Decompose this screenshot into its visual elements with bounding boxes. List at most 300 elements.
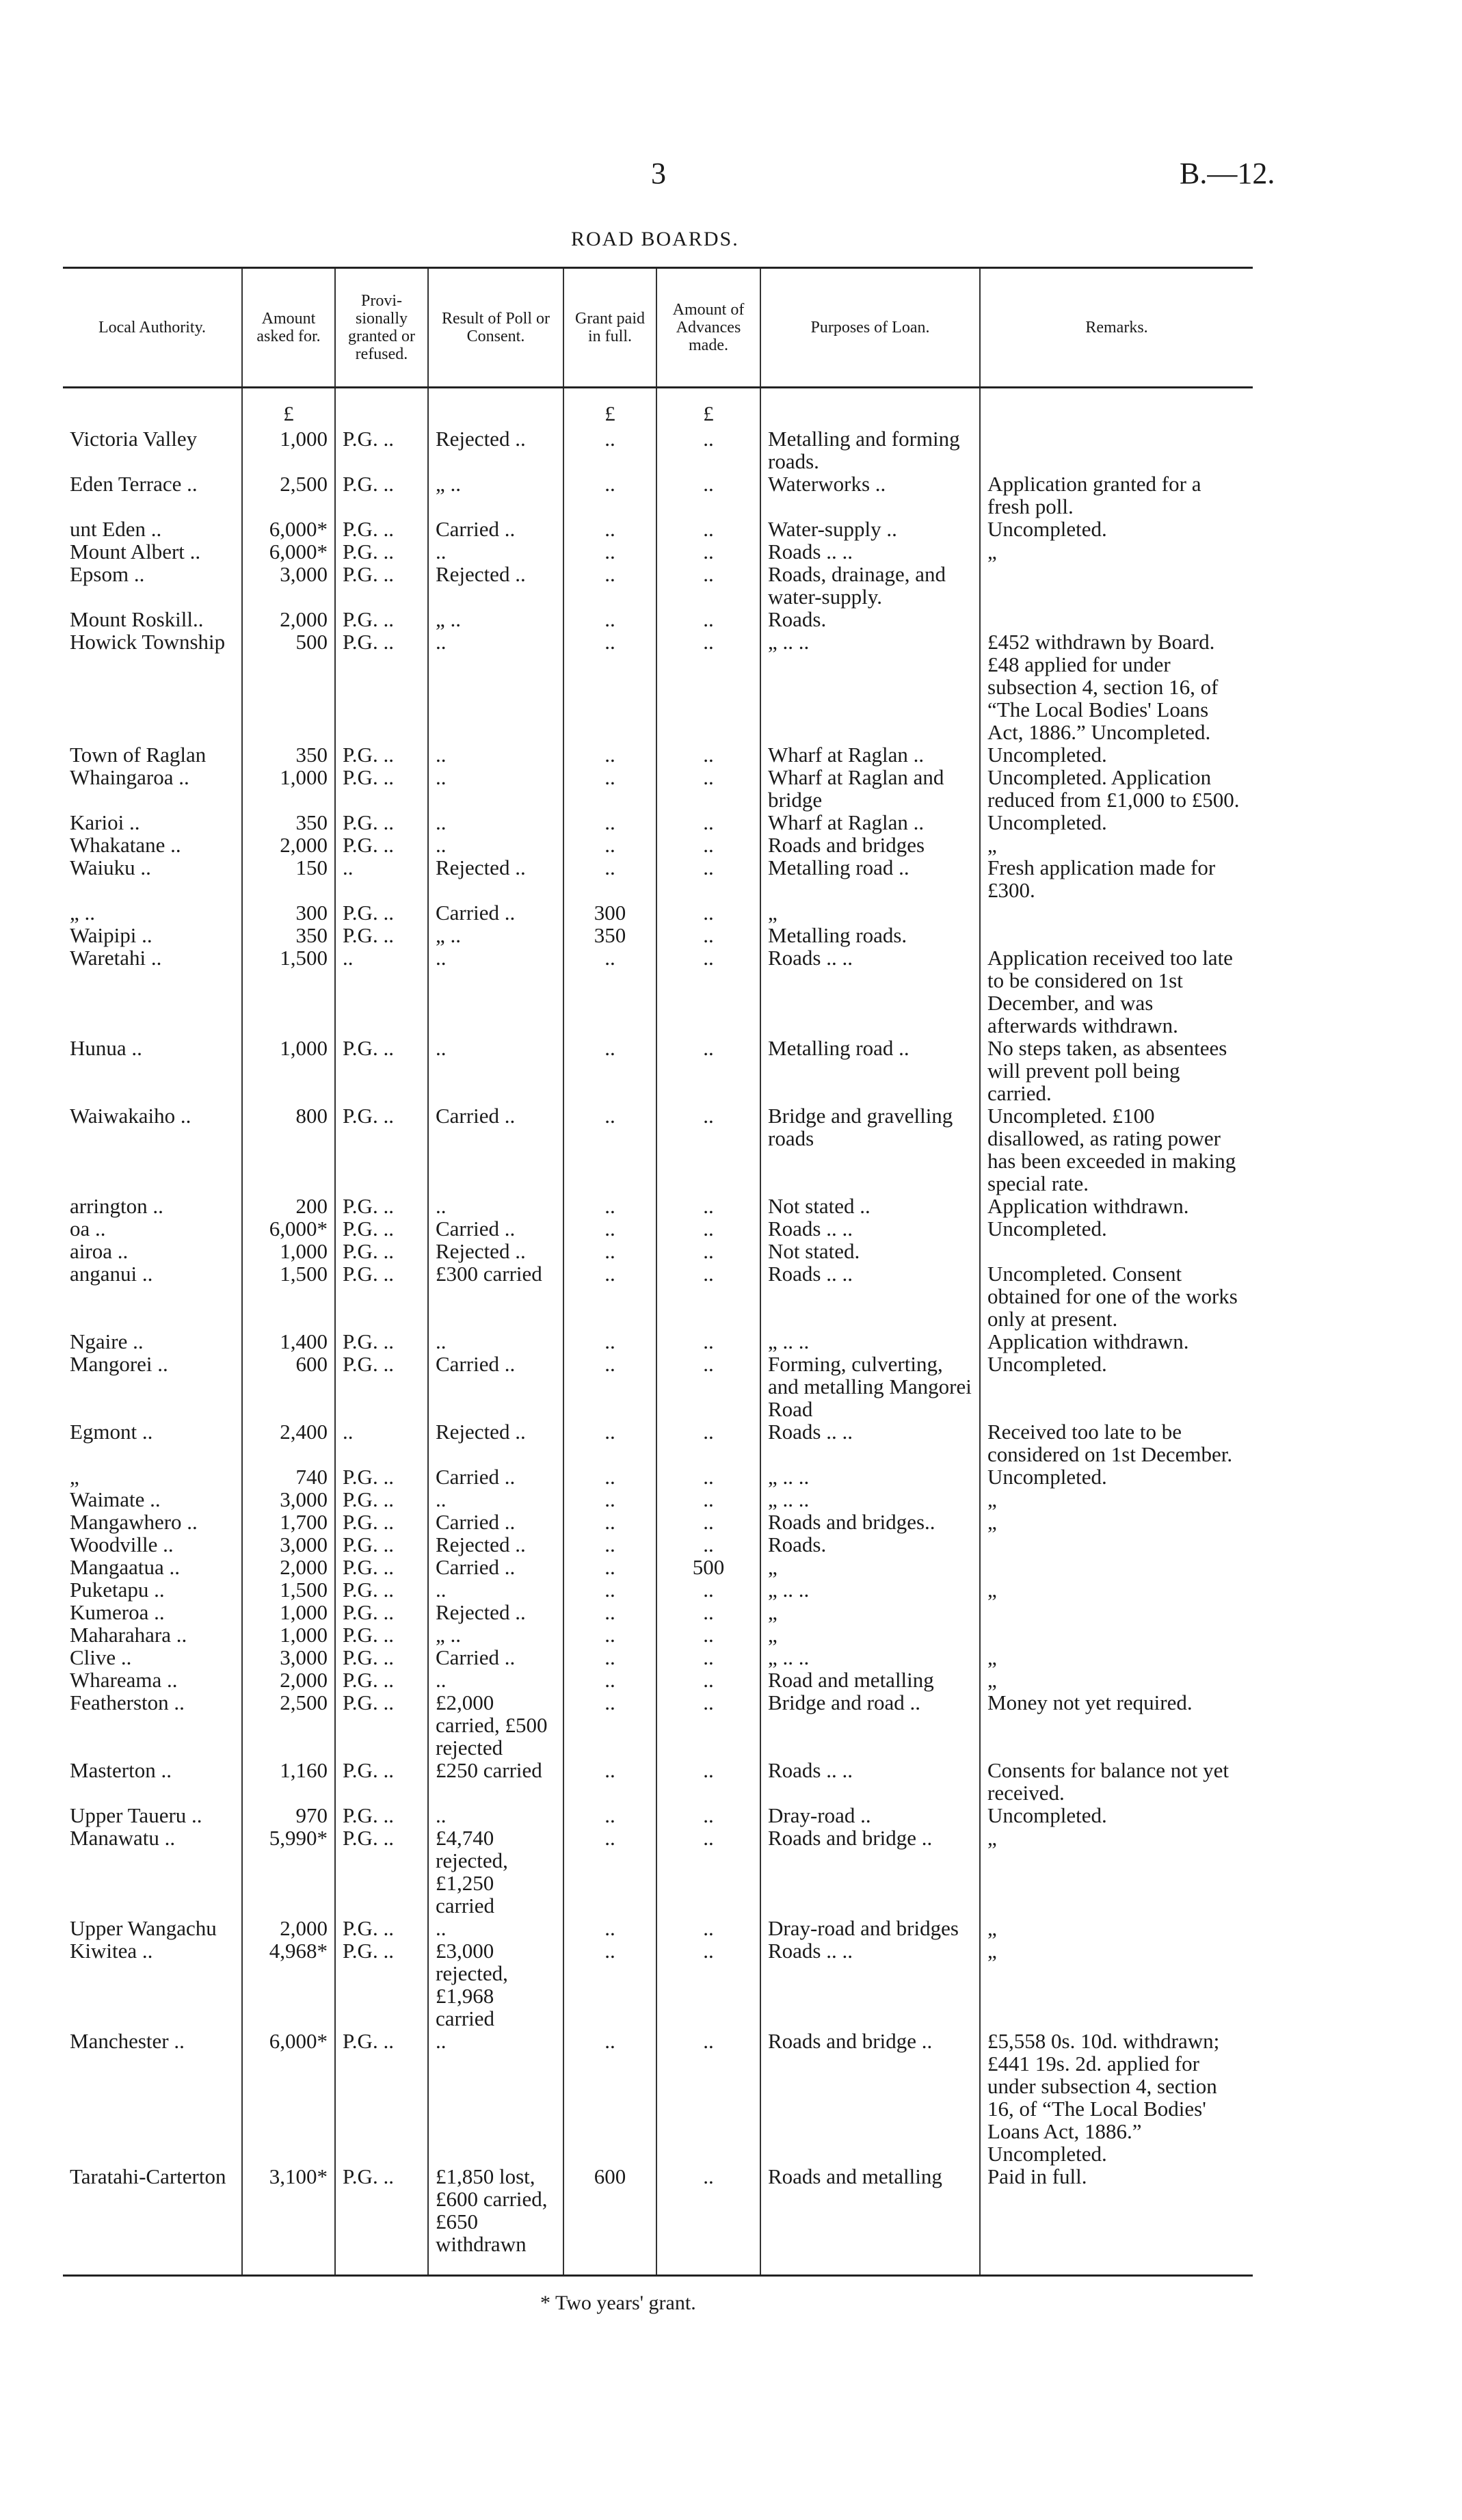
poll-result-cell: .. — [428, 946, 563, 1037]
provisional-cell: P.G. .. — [335, 1827, 428, 1917]
provisional-cell: P.G. .. — [335, 1939, 428, 2030]
provisional-cell: P.G. .. — [335, 1578, 428, 1601]
column-header: Local Authority. — [63, 269, 242, 388]
advances-cell: .. — [656, 1917, 760, 1939]
advances-cell: .. — [656, 1488, 760, 1511]
poll-result-cell: Rejected .. — [428, 1601, 563, 1623]
provisional-cell: .. — [335, 856, 428, 901]
remarks-cell — [980, 563, 1253, 608]
amount-asked-cell: 200 — [242, 1195, 335, 1217]
poll-result-cell: Carried .. — [428, 1646, 563, 1669]
advances-cell: .. — [656, 1646, 760, 1669]
remarks-cell: Uncompleted. — [980, 1353, 1253, 1420]
grant-paid-cell: .. — [563, 1601, 656, 1623]
local-authority-cell: Maharahara .. — [70, 1623, 187, 1647]
column-header: Grant paid in full. — [563, 269, 656, 388]
local-authority-cell: Manawatu .. — [70, 1826, 176, 1850]
local-authority-cell: Clive .. — [70, 1645, 132, 1669]
remarks-cell — [980, 1601, 1253, 1623]
grant-paid-cell: .. — [563, 1556, 656, 1578]
advances-cell: .. — [656, 1623, 760, 1646]
local-authority-cell: Karioi .. — [70, 810, 140, 834]
amount-asked-cell: 350 — [242, 924, 335, 946]
amount-asked-cell: 5,990* — [242, 1827, 335, 1917]
poll-result-cell: „ .. — [428, 924, 563, 946]
local-authority-cell: Waimate .. — [70, 1487, 161, 1511]
table-row — [63, 1827, 1253, 1917]
poll-result-cell: Carried .. — [428, 901, 563, 924]
advances-cell: .. — [656, 1465, 760, 1488]
remarks-cell: Paid in full. — [980, 2165, 1253, 2276]
remarks-cell: Money not yet required. — [980, 1691, 1253, 1759]
advances-cell: .. — [656, 1353, 760, 1420]
grant-paid-cell: .. — [563, 427, 656, 473]
section-title: ROAD BOARDS. — [571, 228, 739, 250]
grant-paid-cell: .. — [563, 1240, 656, 1262]
remarks-cell: £452 withdrawn by Board. £48 applied for under subsection 4, section 16, of “The Local Bodies' Loans Act, 1886.” Uncompleted. — [980, 631, 1253, 743]
advances-cell: .. — [656, 427, 760, 473]
remarks-cell: Uncompleted. — [980, 743, 1253, 766]
grant-paid-cell: .. — [563, 1691, 656, 1759]
provisional-cell: P.G. .. — [335, 1240, 428, 1262]
remarks-cell: „ — [980, 1669, 1253, 1691]
remarks-cell: „ — [980, 1917, 1253, 1939]
purpose-cell: Dray-road .. — [760, 1804, 980, 1827]
table-row — [63, 1804, 1253, 1827]
amount-asked-cell: 500 — [242, 631, 335, 743]
poll-result-cell: .. — [428, 1669, 563, 1691]
table-row — [63, 563, 1253, 608]
poll-result-cell: £1,850 lost, £600 carried, £650 withdrawn — [428, 2165, 563, 2276]
grant-paid-cell: .. — [563, 834, 656, 856]
table-header-row — [63, 269, 1253, 388]
remarks-cell: No steps taken, as absentees will prevent poll being carried. — [980, 1037, 1253, 1104]
table-row — [63, 1578, 1253, 1601]
amount-asked-cell: 3,100* — [242, 2165, 335, 2276]
purpose-cell: Roads and metalling — [760, 2165, 980, 2276]
remarks-cell: Uncompleted. Consent obtained for one of the works only at present. — [980, 1262, 1253, 1330]
advances-cell: .. — [656, 1804, 760, 1827]
provisional-cell: P.G. .. — [335, 1195, 428, 1217]
remarks-cell — [980, 608, 1253, 631]
poll-result-cell: Carried .. — [428, 1353, 563, 1420]
amount-asked-cell: 2,000 — [242, 1556, 335, 1578]
purpose-cell: Roads .. .. — [760, 540, 980, 563]
unit-cell — [63, 388, 242, 428]
local-authority-cell: Masterton .. — [70, 1758, 172, 1782]
remarks-cell — [980, 924, 1253, 946]
provisional-cell: P.G. .. — [335, 2165, 428, 2276]
provisional-cell: P.G. .. — [335, 1330, 428, 1353]
table-row — [63, 1759, 1253, 1804]
provisional-cell: P.G. .. — [335, 766, 428, 811]
column-header: Amount of Advances made. — [656, 269, 760, 388]
amount-asked-cell: 800 — [242, 1104, 335, 1195]
purpose-cell: „ .. .. — [760, 631, 980, 743]
purpose-cell: Roads .. .. — [760, 946, 980, 1037]
provisional-cell: P.G. .. — [335, 1217, 428, 1240]
advances-cell: .. — [656, 1827, 760, 1917]
grant-paid-cell: .. — [563, 2030, 656, 2165]
amount-asked-cell: 4,968* — [242, 1939, 335, 2030]
provisional-cell: P.G. .. — [335, 1646, 428, 1669]
advances-cell: .. — [656, 901, 760, 924]
purpose-cell: Roads .. .. — [760, 1939, 980, 2030]
poll-result-cell: Carried .. — [428, 1104, 563, 1195]
purpose-cell: Roads .. .. — [760, 1420, 980, 1465]
remarks-cell: Uncompleted. — [980, 1465, 1253, 1488]
purpose-cell: Waterworks .. — [760, 473, 980, 518]
advances-cell: .. — [656, 1759, 760, 1804]
column-header: Amount asked for. — [242, 269, 335, 388]
remarks-cell — [980, 1623, 1253, 1646]
poll-result-cell: .. — [428, 1330, 563, 1353]
poll-result-cell: .. — [428, 631, 563, 743]
poll-result-cell: £250 carried — [428, 1759, 563, 1804]
poll-result-cell: „ .. — [428, 608, 563, 631]
advances-cell: .. — [656, 1104, 760, 1195]
local-authority-cell: Victoria Valley — [70, 427, 198, 451]
purpose-cell: Dray-road and bridges — [760, 1917, 980, 1939]
local-authority-cell: oa .. — [70, 1217, 106, 1241]
amount-asked-cell: 3,000 — [242, 1533, 335, 1556]
remarks-cell: Application received too late to be considered on 1st December, and was afterwards withdrawn. — [980, 946, 1253, 1037]
grant-paid-cell: .. — [563, 1939, 656, 2030]
table-body — [63, 388, 1253, 2276]
advances-cell: .. — [656, 766, 760, 811]
grant-paid-cell: .. — [563, 518, 656, 540]
table-row — [63, 1420, 1253, 1465]
provisional-cell: P.G. .. — [335, 1601, 428, 1623]
advances-cell: .. — [656, 946, 760, 1037]
amount-asked-cell: 970 — [242, 1804, 335, 1827]
provisional-cell: P.G. .. — [335, 563, 428, 608]
advances-cell: .. — [656, 1601, 760, 1623]
provisional-cell: P.G. .. — [335, 1104, 428, 1195]
poll-result-cell: .. — [428, 1578, 563, 1601]
purpose-cell: „ — [760, 901, 980, 924]
poll-result-cell: £300 carried — [428, 1262, 563, 1330]
purpose-cell: „ — [760, 1556, 980, 1578]
local-authority-cell: Waiwakaiho .. — [70, 1104, 191, 1128]
amount-asked-cell: 1,000 — [242, 766, 335, 811]
amount-asked-cell: 2,000 — [242, 608, 335, 631]
provisional-cell: P.G. .. — [335, 1804, 428, 1827]
purpose-cell: Forming, culverting, and metalling Mangorei Road — [760, 1353, 980, 1420]
table-row — [63, 1939, 1253, 2030]
remarks-cell — [980, 427, 1253, 473]
grant-paid-cell: .. — [563, 631, 656, 743]
purpose-cell: Not stated .. — [760, 1195, 980, 1217]
advances-cell: .. — [656, 1511, 760, 1533]
amount-asked-cell: 6,000* — [242, 518, 335, 540]
unit-cell — [980, 388, 1253, 428]
local-authority-cell: Waiuku .. — [70, 856, 151, 879]
table-row — [63, 1669, 1253, 1691]
amount-asked-cell: 600 — [242, 1353, 335, 1420]
table-row — [63, 1262, 1253, 1330]
grant-paid-cell: .. — [563, 1533, 656, 1556]
advances-cell: 500 — [656, 1556, 760, 1578]
amount-asked-cell: 1,000 — [242, 427, 335, 473]
grant-paid-cell: .. — [563, 1511, 656, 1533]
local-authority-cell: Hunua .. — [70, 1036, 142, 1060]
grant-paid-cell: .. — [563, 1669, 656, 1691]
amount-asked-cell: 1,160 — [242, 1759, 335, 1804]
advances-cell: .. — [656, 811, 760, 834]
grant-paid-cell: 600 — [563, 2165, 656, 2276]
local-authority-cell: Mount Albert .. — [70, 540, 201, 563]
provisional-cell: P.G. .. — [335, 540, 428, 563]
table-row — [63, 1488, 1253, 1511]
table-row — [63, 1240, 1253, 1262]
poll-result-cell: .. — [428, 2030, 563, 2165]
remarks-cell: „ — [980, 1827, 1253, 1917]
unit-cell — [335, 388, 428, 428]
advances-cell: .. — [656, 1533, 760, 1556]
provisional-cell: P.G. .. — [335, 1669, 428, 1691]
remarks-cell: „ — [980, 1511, 1253, 1533]
advances-cell: .. — [656, 1240, 760, 1262]
table-row — [63, 1330, 1253, 1353]
advances-cell: .. — [656, 1669, 760, 1691]
advances-cell: .. — [656, 1939, 760, 2030]
advances-cell: .. — [656, 856, 760, 901]
table-row — [63, 1195, 1253, 1217]
grant-paid-cell: .. — [563, 1623, 656, 1646]
poll-result-cell: £4,740 rejected, £1,250 carried — [428, 1827, 563, 1917]
column-header: Result of Poll or Consent. — [428, 269, 563, 388]
grant-paid-cell: .. — [563, 1195, 656, 1217]
purpose-cell: Roads .. .. — [760, 1759, 980, 1804]
purpose-cell: Metalling and forming roads. — [760, 427, 980, 473]
remarks-cell: Fresh application made for £300. — [980, 856, 1253, 901]
provisional-cell: .. — [335, 946, 428, 1037]
advances-cell: .. — [656, 1330, 760, 1353]
remarks-cell: Uncompleted. Application reduced from £1,000 to £500. — [980, 766, 1253, 811]
purpose-cell: Metalling road .. — [760, 1037, 980, 1104]
table-row — [63, 856, 1253, 901]
provisional-cell: P.G. .. — [335, 1623, 428, 1646]
grant-paid-cell: .. — [563, 946, 656, 1037]
grant-paid-cell: .. — [563, 1488, 656, 1511]
road-boards-table — [63, 269, 1253, 2277]
poll-result-cell: .. — [428, 743, 563, 766]
purpose-cell: „ .. .. — [760, 1578, 980, 1601]
purpose-cell: Roads and bridges.. — [760, 1511, 980, 1533]
provisional-cell: P.G. .. — [335, 1037, 428, 1104]
local-authority-cell: Puketapu .. — [70, 1578, 165, 1602]
grant-paid-cell: .. — [563, 1759, 656, 1804]
provisional-cell: .. — [335, 1420, 428, 1465]
amount-asked-cell: 1,000 — [242, 1601, 335, 1623]
local-authority-cell: Mangorei .. — [70, 1352, 168, 1376]
amount-asked-cell: 2,000 — [242, 1917, 335, 1939]
remarks-cell: Uncompleted. — [980, 1217, 1253, 1240]
local-authority-cell: Manchester .. — [70, 2029, 185, 2053]
advances-cell: .. — [656, 1195, 760, 1217]
provisional-cell: P.G. .. — [335, 1691, 428, 1759]
remarks-cell: „ — [980, 1488, 1253, 1511]
remarks-cell: Uncompleted. — [980, 518, 1253, 540]
amount-asked-cell: 1,400 — [242, 1330, 335, 1353]
advances-cell: .. — [656, 743, 760, 766]
grant-paid-cell: .. — [563, 1353, 656, 1420]
grant-paid-cell: .. — [563, 811, 656, 834]
provisional-cell: P.G. .. — [335, 901, 428, 924]
table-row — [63, 1511, 1253, 1533]
remarks-cell: „ — [980, 1578, 1253, 1601]
provisional-cell: P.G. .. — [335, 1917, 428, 1939]
amount-asked-cell: 3,000 — [242, 1488, 335, 1511]
advances-cell: .. — [656, 540, 760, 563]
table-row — [63, 608, 1253, 631]
local-authority-cell: Whareama .. — [70, 1668, 178, 1692]
unit-cell: £ — [563, 388, 656, 428]
poll-result-cell: Rejected .. — [428, 1240, 563, 1262]
grant-paid-cell: .. — [563, 540, 656, 563]
provisional-cell: P.G. .. — [335, 1556, 428, 1578]
poll-result-cell: Carried .. — [428, 1556, 563, 1578]
table-row — [63, 766, 1253, 811]
provisional-cell: P.G. .. — [335, 2030, 428, 2165]
unit-cell: £ — [242, 388, 335, 428]
advances-cell: .. — [656, 563, 760, 608]
poll-result-cell: „ .. — [428, 473, 563, 518]
purpose-cell: Roads and bridges — [760, 834, 980, 856]
table-row — [63, 924, 1253, 946]
amount-asked-cell: 2,500 — [242, 473, 335, 518]
grant-paid-cell: .. — [563, 1917, 656, 1939]
local-authority-cell: airoa .. — [70, 1239, 129, 1263]
remarks-cell: Application granted for a fresh poll. — [980, 473, 1253, 518]
advances-cell: .. — [656, 1037, 760, 1104]
remarks-cell: „ — [980, 1939, 1253, 2030]
local-authority-cell: Whaingaroa .. — [70, 765, 189, 789]
purpose-cell: Roads and bridge .. — [760, 2030, 980, 2165]
table-row — [63, 1623, 1253, 1646]
provisional-cell: P.G. .. — [335, 743, 428, 766]
unit-cell: £ — [656, 388, 760, 428]
poll-result-cell: .. — [428, 540, 563, 563]
table-row — [63, 1353, 1253, 1420]
poll-result-cell: .. — [428, 766, 563, 811]
poll-result-cell: Rejected .. — [428, 427, 563, 473]
table-row — [63, 2165, 1253, 2276]
purpose-cell: Roads .. .. — [760, 1262, 980, 1330]
provisional-cell: P.G. .. — [335, 1353, 428, 1420]
grant-paid-cell: .. — [563, 856, 656, 901]
purpose-cell: Roads, drainage, and water-supply. — [760, 563, 980, 608]
remarks-cell: Uncompleted. £100 disallowed, as rating power has been exceeded in making special rate. — [980, 1104, 1253, 1195]
grant-paid-cell: .. — [563, 743, 656, 766]
amount-asked-cell: 1,000 — [242, 1240, 335, 1262]
remarks-cell — [980, 901, 1253, 924]
local-authority-cell: Epsom .. — [70, 562, 145, 586]
provisional-cell: P.G. .. — [335, 427, 428, 473]
grant-paid-cell: .. — [563, 1827, 656, 1917]
advances-cell: .. — [656, 2165, 760, 2276]
amount-asked-cell: 350 — [242, 811, 335, 834]
local-authority-cell: Howick Township — [70, 630, 226, 654]
amount-asked-cell: 2,400 — [242, 1420, 335, 1465]
table-row — [63, 1037, 1253, 1104]
poll-result-cell: Carried .. — [428, 518, 563, 540]
local-authority-cell: Upper Taueru .. — [70, 1803, 202, 1827]
table-row — [63, 1556, 1253, 1578]
grant-paid-cell: .. — [563, 1465, 656, 1488]
purpose-cell: Water-supply .. — [760, 518, 980, 540]
provisional-cell: P.G. .. — [335, 473, 428, 518]
table-row — [63, 946, 1253, 1037]
document-code: B.—12. — [1180, 157, 1275, 190]
purpose-cell: Roads. — [760, 1533, 980, 1556]
purpose-cell: Metalling road .. — [760, 856, 980, 901]
table-row — [63, 901, 1253, 924]
table-row — [63, 518, 1253, 540]
remarks-cell — [980, 1240, 1253, 1262]
local-authority-cell: Woodville .. — [70, 1533, 174, 1556]
amount-asked-cell: 740 — [242, 1465, 335, 1488]
poll-result-cell: Rejected .. — [428, 563, 563, 608]
amount-asked-cell: 150 — [242, 856, 335, 901]
poll-result-cell: £2,000 carried, £500 rejected — [428, 1691, 563, 1759]
local-authority-cell: Upper Wangachu — [70, 1916, 217, 1940]
provisional-cell: P.G. .. — [335, 518, 428, 540]
local-authority-cell: Taratahi-Carterton — [70, 2164, 226, 2188]
remarks-cell: „ — [980, 540, 1253, 563]
local-authority-cell: Mangawhero .. — [70, 1510, 198, 1534]
local-authority-cell: Waretahi .. — [70, 946, 162, 970]
local-authority-cell: „ — [70, 1465, 79, 1489]
local-authority-cell: „ .. — [70, 901, 96, 925]
table-row — [63, 1646, 1253, 1669]
purpose-cell: „ .. .. — [760, 1330, 980, 1353]
local-authority-cell: anganui .. — [70, 1262, 153, 1286]
amount-asked-cell: 1,700 — [242, 1511, 335, 1533]
units-row — [63, 388, 1253, 428]
footnote: * Two years' grant. — [540, 2292, 696, 2314]
provisional-cell: P.G. .. — [335, 1262, 428, 1330]
grant-paid-cell: .. — [563, 608, 656, 631]
amount-asked-cell: 350 — [242, 743, 335, 766]
purpose-cell: „ .. .. — [760, 1465, 980, 1488]
local-authority-cell: Mangaatua .. — [70, 1555, 180, 1579]
poll-result-cell: .. — [428, 1804, 563, 1827]
remarks-cell: Received too late to be considered on 1st December. — [980, 1420, 1253, 1465]
grant-paid-cell: .. — [563, 1804, 656, 1827]
advances-cell: .. — [656, 1217, 760, 1240]
local-authority-cell: Mount Roskill.. — [70, 607, 204, 631]
poll-result-cell: £3,000 rejected, £1,968 carried — [428, 1939, 563, 2030]
advances-cell: .. — [656, 1420, 760, 1465]
provisional-cell: P.G. .. — [335, 1533, 428, 1556]
amount-asked-cell: 300 — [242, 901, 335, 924]
table-row — [63, 540, 1253, 563]
local-authority-cell: Whakatane .. — [70, 833, 181, 857]
local-authority-cell: Featherston .. — [70, 1690, 185, 1714]
table-row — [63, 427, 1253, 473]
unit-cell — [428, 388, 563, 428]
advances-cell: .. — [656, 1691, 760, 1759]
purpose-cell: „ — [760, 1623, 980, 1646]
amount-asked-cell: 6,000* — [242, 2030, 335, 2165]
purpose-cell: Road and metalling — [760, 1669, 980, 1691]
provisional-cell: P.G. .. — [335, 1759, 428, 1804]
remarks-cell: Uncompleted. — [980, 811, 1253, 834]
purpose-cell: „ — [760, 1601, 980, 1623]
provisional-cell: P.G. .. — [335, 608, 428, 631]
